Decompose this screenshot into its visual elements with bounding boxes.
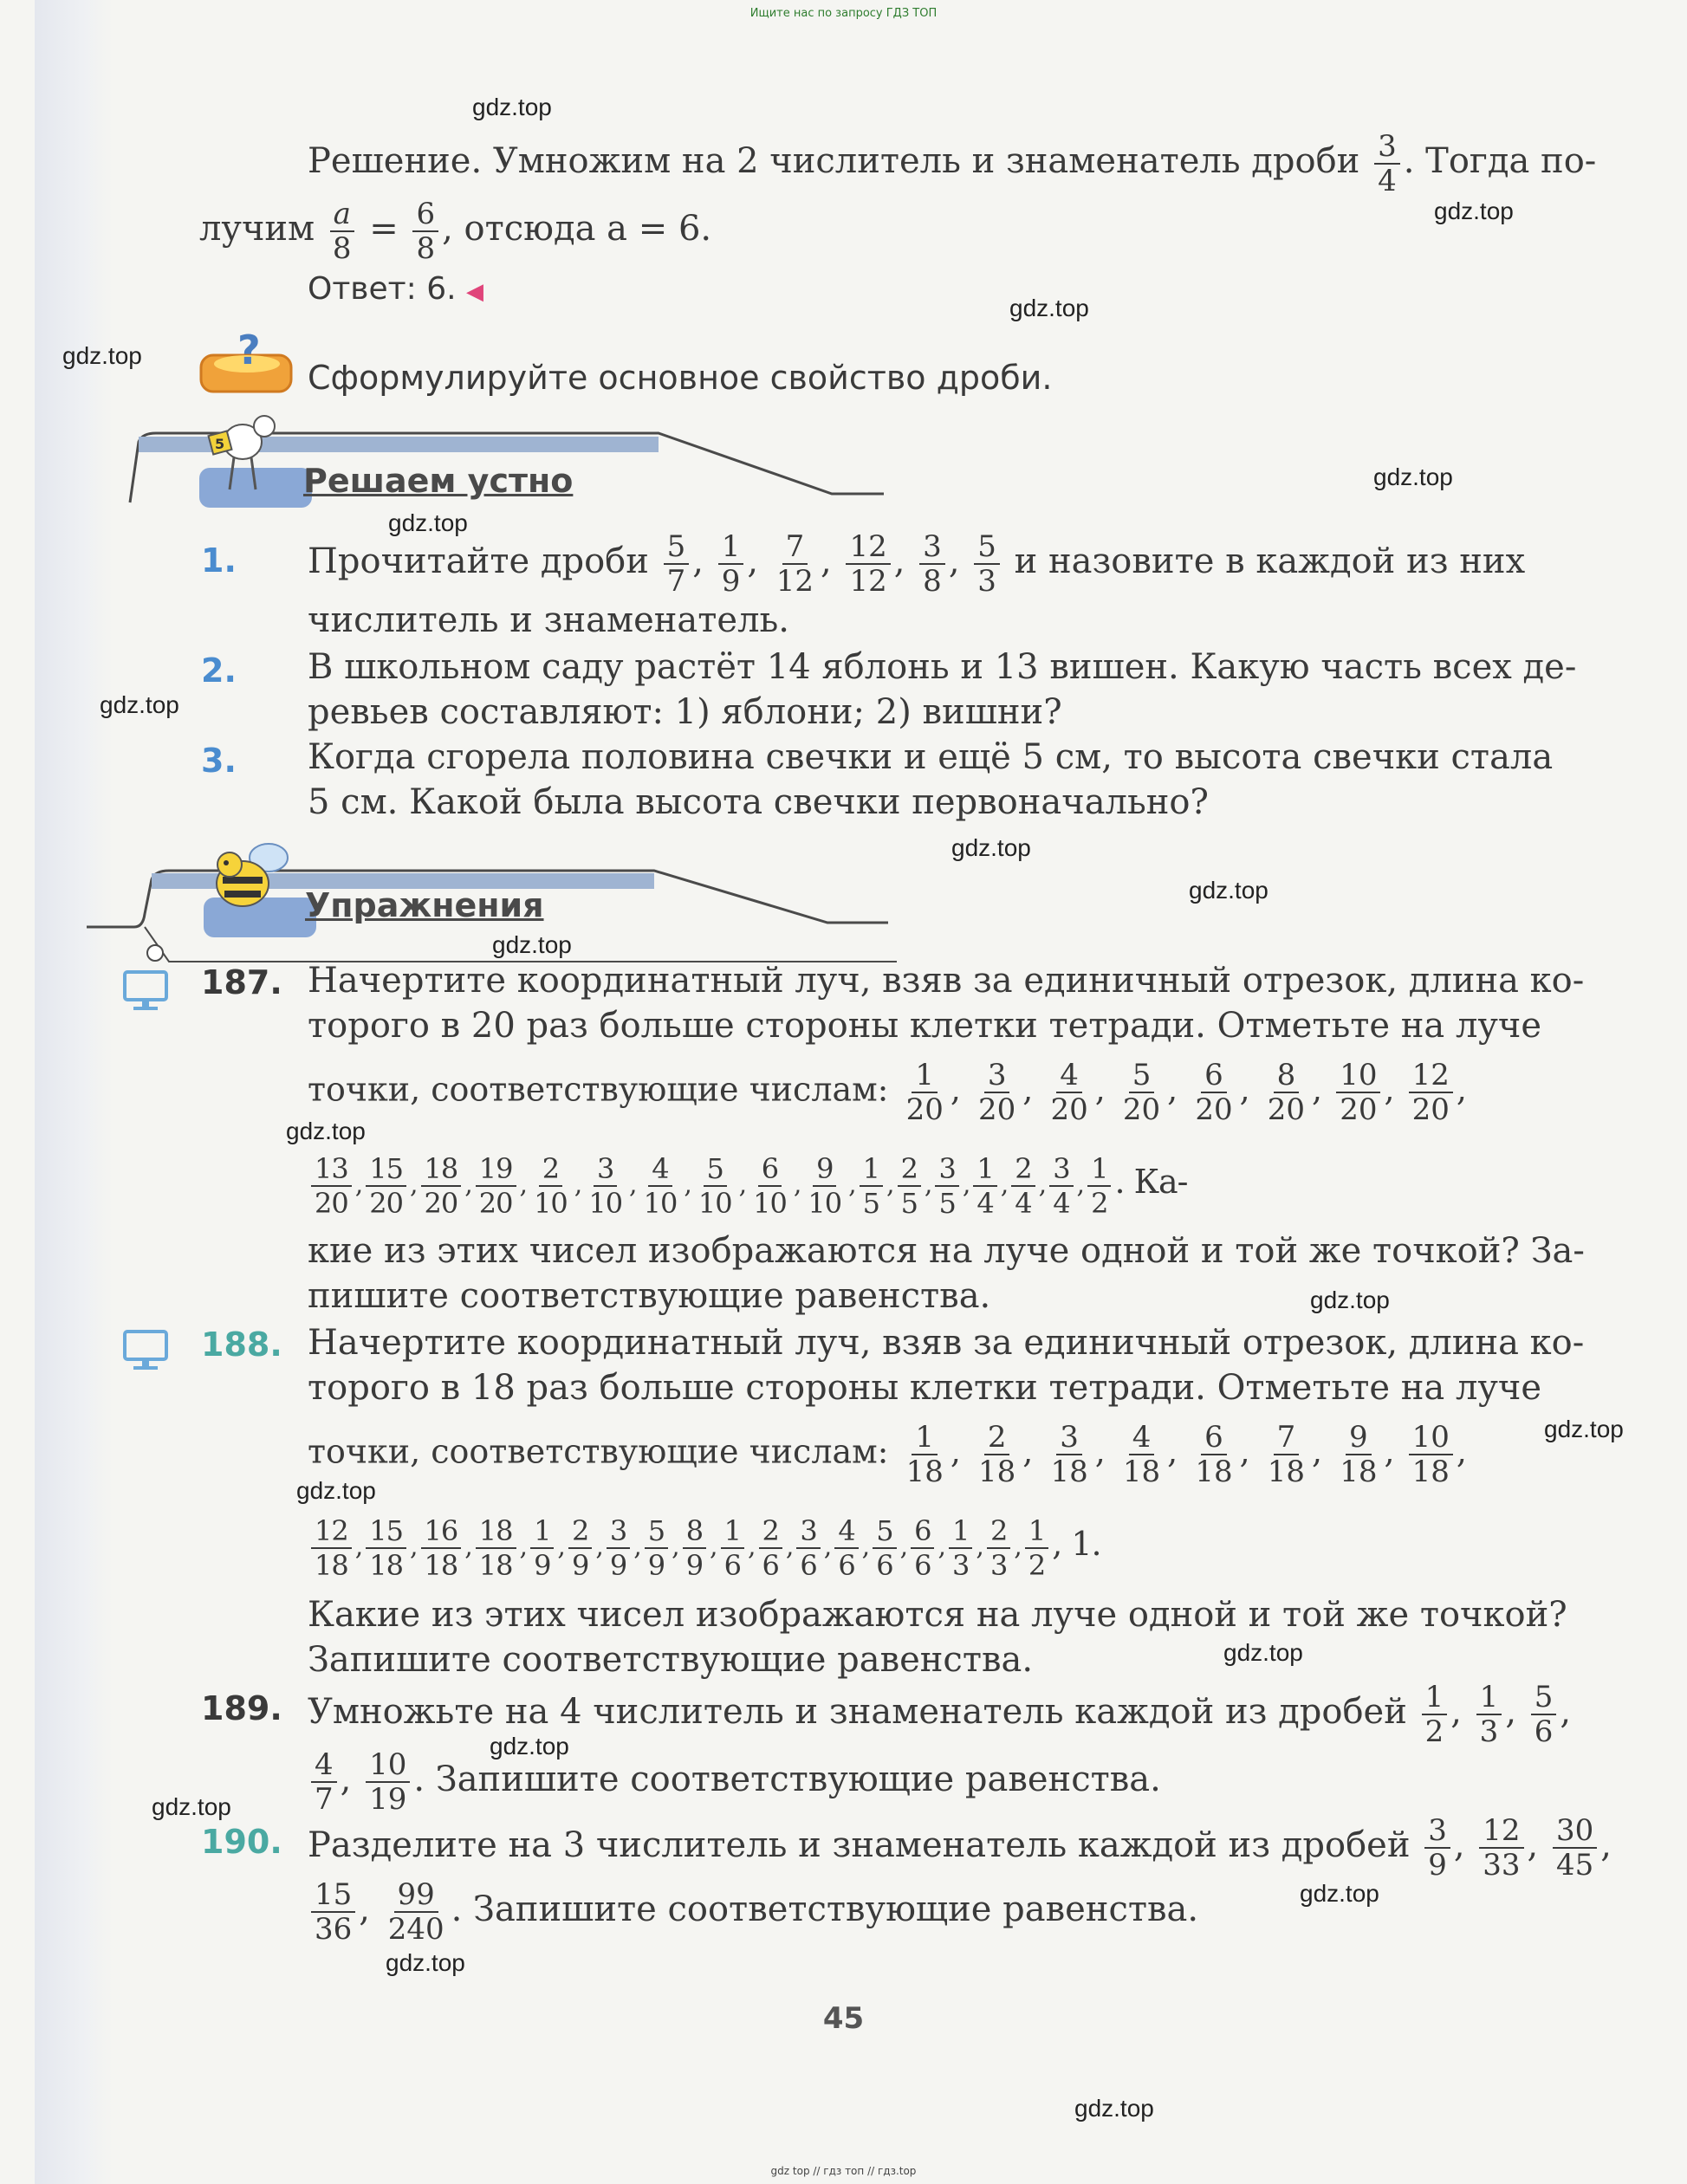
exercise-number: 189.: [201, 1689, 282, 1727]
watermark: gdz.top: [388, 509, 468, 536]
exercise-189-line-1: Умножьте на 4 числитель и знаменатель каждой из дробей $\frac{1}{2}$ , $\frac{1}{3}$ , $\frac{5}{6}$ ,: [308, 1680, 1572, 1749]
oral-item-number: 1.: [201, 541, 237, 580]
oral-item-number: 3.: [201, 742, 237, 780]
answer-text: Ответ: 6. ◀: [308, 271, 484, 307]
watermark: gdz.top: [951, 834, 1031, 861]
watermark: gdz.top: [1434, 198, 1514, 224]
fraction: $\frac{1}{4}$: [973, 1152, 996, 1220]
page-gutter-shade: [35, 0, 113, 2184]
exercise-190-line-1: Разделите на 3 числитель и знаменатель каждой из дробей $\frac{3}{9}$ , $\frac{12}{33}$ , $\frac{30}{45}$ ,: [308, 1813, 1612, 1883]
fraction: $\frac{6}{10}$: [753, 1152, 787, 1220]
exercise-187-line-2: торого в 20 раз больше стороны клетки тетради. Отметьте на луче: [308, 1006, 1542, 1046]
watermark: gdz.top: [1544, 1416, 1624, 1442]
fraction: $\frac{18}{20}$: [421, 1152, 462, 1220]
watermark: gdz.top: [1223, 1639, 1303, 1666]
fraction: $\frac{3}{6}$: [796, 1514, 820, 1582]
end-marker-icon: ◀: [466, 279, 484, 305]
exercise-189-line-2: $\frac{4}{7}$ , $\frac{10}{19}$ . Запишите соответствующие равенства.: [308, 1748, 1161, 1816]
exercise-188-line-1: Начертите координатный луч, взяв за единичный отрезок, длина ко-: [308, 1323, 1585, 1363]
oral-item-2-line-1: В школьном саду растёт 14 яблонь и 13 вишен. Какую часть всех де-: [308, 647, 1577, 687]
fraction: $\frac{a}{8}$: [329, 198, 355, 265]
fraction: $\frac{18}{18}$: [476, 1514, 516, 1582]
fraction: $\frac{1}{2}$: [1087, 1152, 1111, 1220]
fraction: $\frac{13}{20}$: [311, 1152, 352, 1220]
fraction: $\frac{3}{4}$: [1049, 1152, 1073, 1220]
fraction: $\frac{4}{10}$: [643, 1152, 678, 1220]
watermark: gdz.top: [1189, 877, 1268, 904]
exercise-187-line-1: Начертите координатный луч, взяв за единичный отрезок, длина ко-: [308, 961, 1585, 1001]
fraction: $\frac{16}{18}$: [421, 1514, 462, 1582]
fraction: $\frac{3}{9}$: [607, 1514, 630, 1582]
watermark: gdz.top: [490, 1733, 569, 1760]
solution-line-1: Решение. Умножим на 2 числитель и знаменатель дроби $\frac{3}{4}$ . Тогда по-: [308, 129, 1597, 198]
fraction: $\frac{5}{6}$: [873, 1514, 896, 1582]
watermark: gdz.top: [1009, 295, 1089, 321]
question-text: Сформулируйте основное свойство дроби.: [308, 359, 1053, 397]
fraction: $\frac{15}{20}$: [366, 1152, 406, 1220]
solution-line-2: лучим $\frac{a}{8}$ = $\frac{6}{8}$ , отсюда a = 6.: [199, 197, 712, 266]
watermark: gdz.top: [1310, 1286, 1390, 1313]
oral-item-2-line-2: ревьев составляют: 1) яблони; 2) вишни?: [308, 692, 1062, 732]
fraction: $\frac{19}{20}$: [476, 1152, 516, 1220]
watermark: gdz.top: [286, 1118, 366, 1144]
watermark: gdz.top: [1300, 1880, 1379, 1907]
bottom-links[interactable]: gdz top // гдз топ // гдз.top: [770, 2165, 917, 2177]
fraction: $\frac{6}{8}$: [412, 198, 438, 265]
exercise-187-line-4: $\frac{13}{20}$ , $\frac{15}{20}$ , $\frac{18}{20}$ , $\frac{19}{20}$ , $\frac{2}{10}$ , $\frac{3}{10}$ , $\frac{4}{10}$ , $\frac{5}{10}$ , $\frac{6}{10}$ , $\frac{9}{10}$ , $\frac{1}{5}$ , $\frac{2}{5}$ , $\frac{3}{5}$ , $\frac{1}{4}$ , $\frac{2}{4}$ , $\frac{3}{4}$ , $\frac{1}{2}$ . Ка-: [308, 1152, 1188, 1220]
fraction: $\frac{5}{9}$: [645, 1514, 668, 1582]
fraction: $\frac{12}{18}$: [311, 1514, 352, 1582]
watermark: gdz.top: [152, 1793, 231, 1820]
oral-item-3-line-1: Когда сгорела половина свечки и ещё 5 см, то высота свечки стала: [308, 737, 1554, 777]
exercise-187-line-6: пишите соответствующие равенства.: [308, 1276, 991, 1316]
fraction: $\frac{2}{6}$: [759, 1514, 782, 1582]
exercise-188-line-3: точки, соответствующие числам: $\frac{1}{18}$ , $\frac{2}{18}$ , $\frac{3}{18}$ , $\frac{4}{18}$ , $\frac{6}{18}$ , $\frac{7}{18}$ , $\frac{9}{18}$ , $\frac{10}{18}$ ,: [308, 1420, 1467, 1489]
fraction: $\frac{2}{10}$: [534, 1152, 568, 1220]
oral-item-3-line-2: 5 см. Какой была высота свечки первоначально?: [308, 782, 1209, 822]
fraction: $\frac{1}{2}$: [1025, 1514, 1048, 1582]
fraction: $\frac{1}{5}$: [860, 1152, 883, 1220]
exercise-number: 188.: [201, 1325, 282, 1364]
fraction: $\frac{6}{6}$: [911, 1514, 934, 1582]
fraction: $\frac{5}{10}$: [698, 1152, 732, 1220]
fraction: $\frac{9}{10}$: [808, 1152, 842, 1220]
exercise-188-line-6: Запишите соответствующие равенства.: [308, 1640, 1034, 1680]
fraction: $\frac{1}{3}$: [949, 1514, 972, 1582]
exercise-number: 187.: [201, 963, 282, 1001]
fraction: $\frac{4}{6}$: [834, 1514, 858, 1582]
watermark: gdz.top: [62, 342, 142, 369]
watermark: gdz.top: [1074, 2095, 1154, 2122]
fraction: $\frac{2}{5}$: [898, 1152, 921, 1220]
watermark: gdz.top: [296, 1477, 376, 1504]
oral-item-1-line-1: Прочитайте дроби $\frac{5}{7}$ , $\frac{1}{9}$ , $\frac{7}{12}$ , $\frac{12}{12}$ , $\frac{3}{8}$ , $\frac{5}{3}$ и назовите в каждой из них: [308, 529, 1526, 599]
question-icon: [199, 329, 295, 399]
fraction: $\frac{2}{3}$: [987, 1514, 1010, 1582]
watermark: gdz.top: [386, 1949, 465, 1976]
watermark: gdz.top: [472, 94, 552, 120]
fraction: $\frac{2}{9}$: [568, 1514, 592, 1582]
watermark: gdz.top: [492, 931, 572, 958]
section-title-exercises: Упражнения: [305, 886, 544, 924]
fraction: $\frac{3}{5}$: [935, 1152, 958, 1220]
fraction: $\frac{3}{4}$: [1374, 130, 1400, 198]
oral-item-number: 2.: [201, 651, 237, 690]
watermark: gdz.top: [1373, 463, 1453, 490]
top-search-hint[interactable]: Ищите нас по запросу ГДЗ ТОП: [749, 7, 938, 20]
dog-mascot-icon: [204, 407, 282, 502]
exercise-190-line-2: $\frac{15}{36}$ , $\frac{99}{240}$ . Запишите соответствующие равенства.: [308, 1878, 1198, 1946]
watermark: gdz.top: [100, 691, 179, 718]
fraction: $\frac{8}{9}$: [683, 1514, 706, 1582]
computer-icon: [121, 969, 173, 1012]
exercise-188-line-4: $\frac{12}{18}$ , $\frac{15}{18}$ , $\frac{16}{18}$ , $\frac{18}{18}$ , $\frac{1}{9}$ , $\frac{2}{9}$ , $\frac{3}{9}$ , $\frac{5}{9}$ , $\frac{8}{9}$ , $\frac{1}{6}$ , $\frac{2}{6}$ , $\frac{3}{6}$ , $\frac{4}{6}$ , $\frac{5}{6}$ , $\frac{6}{6}$ , $\frac{1}{3}$ , $\frac{2}{3}$ , $\frac{1}{2}$ , 1.: [308, 1514, 1101, 1582]
exercise-188-line-5: Какие из этих чисел изображаются на луче одной и той же точкой?: [308, 1595, 1567, 1635]
svg-text:5: 5: [215, 436, 225, 452]
computer-icon: [121, 1328, 173, 1371]
fraction: $\frac{2}{4}$: [1011, 1152, 1035, 1220]
svg-text:?: ?: [237, 329, 261, 373]
fraction: $\frac{15}{18}$: [366, 1514, 406, 1582]
oral-item-1-line-2: числитель и знаменатель.: [308, 600, 789, 640]
fraction: $\frac{1}{9}$: [530, 1514, 554, 1582]
bee-mascot-icon: [204, 832, 299, 927]
exercise-188-line-2: торого в 18 раз больше стороны клетки тетради. Отметьте на луче: [308, 1368, 1542, 1408]
exercise-187-line-5: кие из этих чисел изображаются на луче одной и той же точкой? За-: [308, 1231, 1585, 1271]
fraction: $\frac{3}{10}$: [588, 1152, 623, 1220]
exercise-187-line-3: точки, соответствующие числам: $\frac{1}{20}$ , $\frac{3}{20}$ , $\frac{4}{20}$ , $\frac{5}{20}$ , $\frac{6}{20}$ , $\frac{8}{20}$ , $\frac{10}{20}$ , $\frac{12}{20}$ ,: [308, 1058, 1467, 1127]
exercise-number: 190.: [201, 1823, 282, 1861]
fraction: $\frac{1}{6}$: [721, 1514, 744, 1582]
section-title-oral: Решаем устно: [303, 462, 574, 500]
page-number: 45: [822, 2001, 865, 2036]
